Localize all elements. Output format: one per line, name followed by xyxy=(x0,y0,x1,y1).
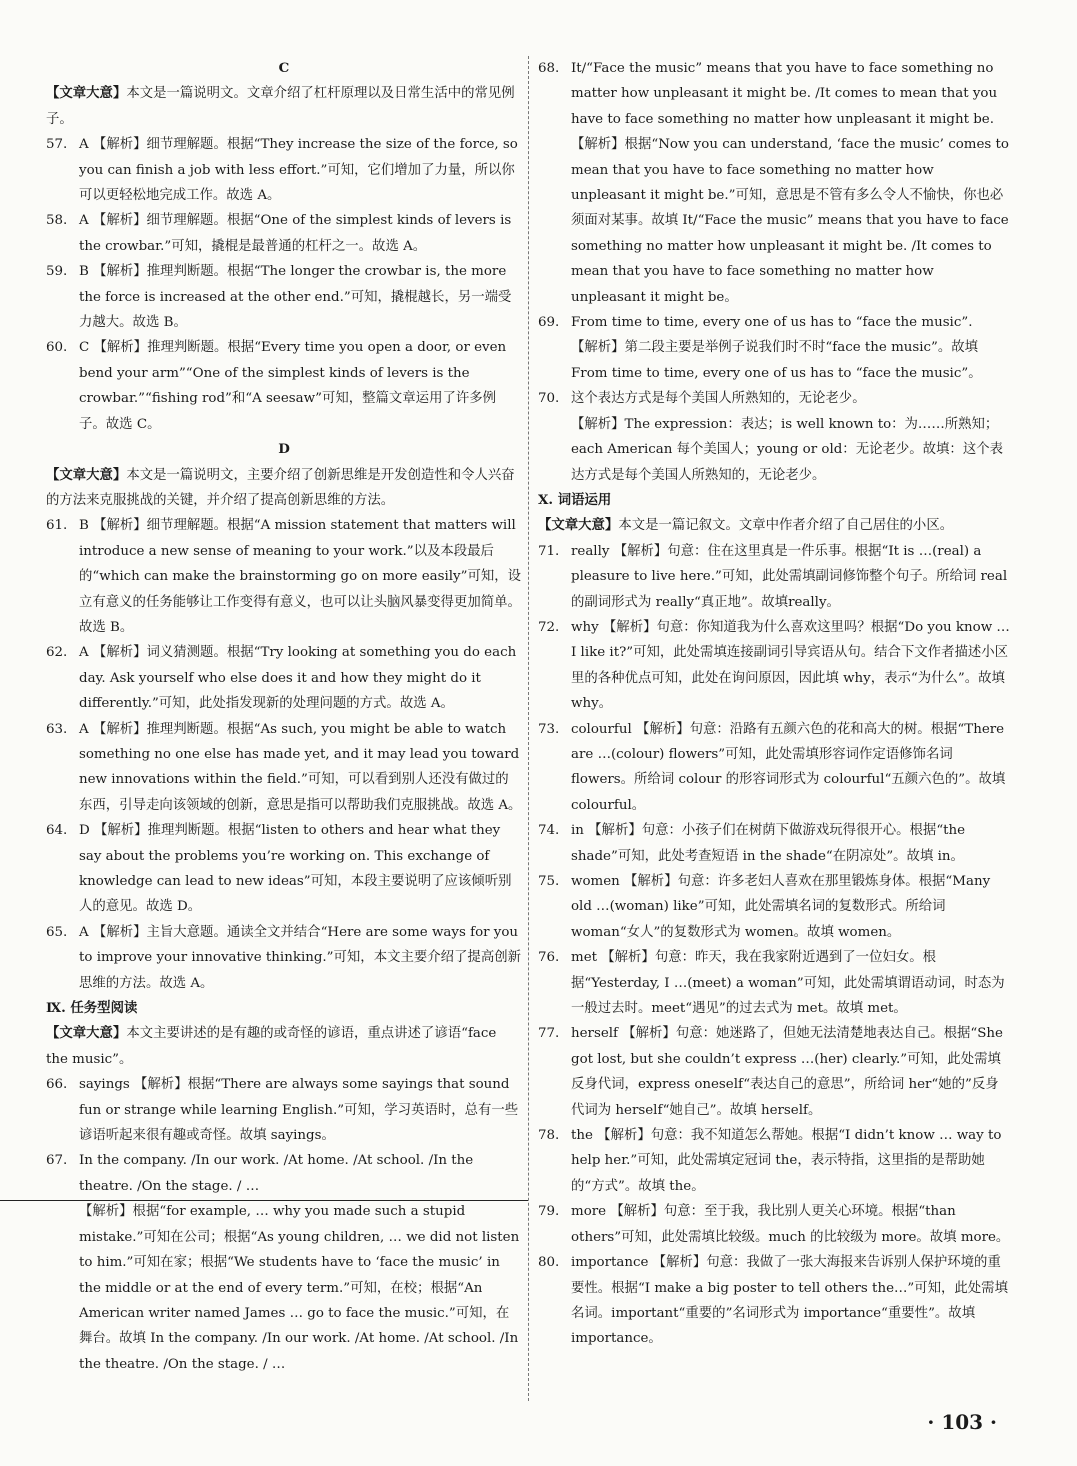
question-number: 75. xyxy=(538,874,560,889)
section-heading-ix: Ⅸ. 任务型阅读 xyxy=(46,1000,138,1017)
page-number: · 103 · xyxy=(927,1410,997,1434)
summary-text: 本文主要讲述的是有趣的或奇怪的谚语，重点讲述了谚语“face the music”。 xyxy=(46,1026,497,1067)
right-column xyxy=(538,56,1010,1352)
question-number: 65. xyxy=(46,924,68,940)
summary-ix xyxy=(46,1021,522,1072)
answer-text: more 【解析】句意：至于我，我比别人更关心环境。根据“than others”可知，此处需填比较级。much 的比较级为 more。故填 more。 xyxy=(571,1204,1010,1245)
question-number: 62. xyxy=(46,645,68,661)
question-number: 70. xyxy=(538,391,560,407)
answer-text: the 【解析】句意：我不知道怎么帮她。根据“I didn’t know … way to help her.”可知，此处需填定冠词 the，表示特指，这里指的是帮助她的“方式”。故填 the。 xyxy=(571,1128,1002,1194)
answer-77 xyxy=(538,1021,1010,1123)
question-number: 61. xyxy=(46,518,68,534)
summary-text: 本文是一篇记叙文。文章中作者介绍了自己居住的小区。 xyxy=(618,518,954,534)
answer-text: 这个表达方式是每个美国人所熟知的，无论老少。 xyxy=(571,391,866,407)
summary-label: 【文章大意】 xyxy=(46,1025,127,1042)
answer-text: A 【解析】细节理解题。根据“One of the simplest kinds of levers is the crowbar.”可知，撬棍是最普通的杠杆之一。故选 A。 xyxy=(79,213,512,254)
answer-text: In the company. /In our work. /At home. /At school. /In the theatre. /On the stage. / … xyxy=(79,1153,474,1194)
answer-61 xyxy=(46,513,522,640)
answer-63 xyxy=(46,717,522,819)
explanation-67: 【解析】根据“for example, … why you made such a stupid mistake.”可知在公司；根据“As young children, … we did not listen to him.”可知在家；根据“We students have to ‘face the music’ in the middle or at the end of every term.”可知，在校；根据“An American writer named James … go to face the music.”可知，在舞台。故填 In the company. /In our work. /At home. /At school. /In the theatre. /On the stage. / … xyxy=(79,1204,520,1372)
left-column xyxy=(46,56,522,1377)
answer-68 xyxy=(538,56,1010,132)
answer-66 xyxy=(46,1072,522,1148)
answer-64 xyxy=(46,818,522,920)
question-number: 66. xyxy=(46,1077,68,1093)
answer-text: C 【解析】推理判断题。根据“Every time you open a door, or even bend your arm”“One of the simplest kinds of levers is the crowbar.”“fishing rod”和“A seesaw”可知，整篇文章运用了许多例子。故选 C。 xyxy=(79,340,507,432)
answer-text: A 【解析】细节理解题。根据“They increase the size of the force, so you can finish a job with less effort.”可知，它们增加了力量，所以你可以更轻松地完成工作。故选 A。 xyxy=(79,137,518,204)
question-number: 72. xyxy=(538,619,560,635)
answer-74 xyxy=(538,818,1010,869)
question-number: 79. xyxy=(538,1204,560,1220)
answer-text: A 【解析】推理判断题。根据“As such, you might be able to watch something no one else has made yet, and it may lead you toward new innovations within the field.”可知，可以看到别人还没有做过的东西，引导走向该领域的创新，意思是指可以帮助我们克服挑战。故选 A。 xyxy=(79,721,522,813)
summary-label: 【文章大意】 xyxy=(538,517,619,534)
answer-75 xyxy=(538,869,1010,945)
summary-c xyxy=(46,81,522,132)
answer-59 xyxy=(46,259,522,335)
answer-58 xyxy=(46,208,522,259)
answer-text: women 【解析】句意：许多老妇人喜欢在那里锻炼身体。根据“Many old …(woman) like”可知，此处需填名词的复数形式。所给词 woman“女人”的复数形式为 women。故填 women。 xyxy=(571,874,991,940)
question-number: 64. xyxy=(46,823,68,839)
answer-67 xyxy=(46,1148,522,1199)
summary-label: 【文章大意】 xyxy=(46,85,127,102)
answer-78 xyxy=(538,1123,1010,1199)
question-number: 58. xyxy=(46,213,68,229)
answer-70 xyxy=(538,386,1010,411)
section-heading-c: C xyxy=(278,60,290,76)
summary-text: 本文是一篇说明文，主要介绍了创新思维是开发创造性和令人兴奋的方法来克服挑战的关键，并介绍了提高创新思维的方法。 xyxy=(46,467,515,508)
summary-label: 【文章大意】 xyxy=(46,466,127,483)
answer-text: why 【解析】句意：你知道我为什么喜欢这里吗？根据“Do you know … I like it?”可知，此处需填连接副词引导宾语从句。结合下文作者描述小区里的各种优点可知，此处在询问原因，因此填 why，表示“为什么”。故填 why。 xyxy=(571,619,1010,712)
answer-text: B 【解析】推理判断题。根据“The longer the crowbar is, the more the force is increased at the other end.”可知，撬棍越长，另一端受力越大。故选 B。 xyxy=(79,264,512,331)
question-number: 73. xyxy=(538,721,560,737)
question-number: 67. xyxy=(46,1153,68,1169)
answer-72 xyxy=(538,615,1010,717)
answer-62 xyxy=(46,640,522,716)
answer-text: From time to time, every one of us has to “face the music”. xyxy=(571,315,973,331)
answer-text: in 【解析】句意：小孩子们在树荫下做游戏玩得很开心。根据“the shade”可知，此处考查短语 in the shade“在阴凉处”。故填 in。 xyxy=(571,823,966,864)
question-number: 77. xyxy=(538,1026,560,1042)
answer-69 xyxy=(538,310,1010,335)
summary-x xyxy=(538,513,1010,538)
answer-60 xyxy=(46,335,522,437)
question-number: 59. xyxy=(46,264,68,280)
answer-text: colourful 【解析】句意：沿路有五颜六色的花和高大的树。根据“There are …(colour) flowers”可知，此处需填形容词作定语修饰名词 flowers。所给词 colour 的形容词形式为 colourful“五颜六色的”。故填 colourful。 xyxy=(571,721,1006,813)
answer-text: met 【解析】句意：昨天，我在我家附近遇到了一位妇女。根据“Yesterday, I …(meet) a woman”可知，此处需填谓语动词，时态为一般过去时。meet“遇见”的过去式为 met。故填 met。 xyxy=(571,950,1005,1017)
answer-71 xyxy=(538,539,1010,615)
question-number: 57. xyxy=(46,137,68,153)
summary-d xyxy=(46,463,522,514)
question-number: 69. xyxy=(538,315,560,331)
answer-65 xyxy=(46,920,522,996)
question-number: 60. xyxy=(46,340,68,356)
question-number: 74. xyxy=(538,823,560,839)
answer-text: herself 【解析】句意：她迷路了，但她无法清楚地表达自己。根据“She got lost, but she couldn’t express …(her) clearly.”可知，此处需填反身代词，express oneself“表达自己的意思”，所给词 her“她的”反身代词为 herself“她自己”。故填 herself。 xyxy=(571,1026,1003,1118)
explanation-70: 【解析】The expression：表达；is well known to：为……所熟知；each American 每个美国人；young or old：无论老少。故填：这个表达方式是每个美国人所熟知的，无论老少。 xyxy=(571,416,1003,483)
explanation-68: 【解析】根据“Now you can understand, ‘face the music’ comes to mean that you have to face something no matter how unpleasant it might be.”可知，意思是不管有多么令人不愉快，你也必须面对某事。故填 It/“Face the music” means that you have to face something no matter how unpleasant it might be. /It comes to mean that you have to face something no matter how unpleasant it might be。 xyxy=(571,137,1009,305)
question-number: 78. xyxy=(538,1128,560,1144)
question-number: 63. xyxy=(46,721,68,737)
answer-text: importance 【解析】句意：我做了一张大海报来告诉别人保护环境的重要性。根据“I make a big poster to tell others the…”可知，此处需填名词。important“重要的”名词形式为 importance“重要性”。故填 importance。 xyxy=(571,1255,1008,1347)
answer-text: A 【解析】主旨大意题。通读全文并结合“Here are some ways for you to improve your innovative thinking.”可知，本文主要介绍了提高创新思维的方法。故选 A。 xyxy=(79,924,521,991)
answer-text: D 【解析】推理判断题。根据“listen to others and hear what they say about the problems you’re working on. This exchange of knowledge can lead to new ideas”可知，本段主要说明了应该倾听别人的意见。故选 D。 xyxy=(79,823,512,915)
answer-73 xyxy=(538,717,1010,819)
answer-text: A 【解析】词义猜测题。根据“Try looking at something you do each day. Ask yourself who else does it and how they might do it differently.”可知，此处指发现新的处理问题的方式。故选 A。 xyxy=(79,645,517,712)
summary-text: 本文是一篇说明文。文章介绍了杠杆原理以及日常生活中的常见例子。 xyxy=(46,86,515,127)
answer-text: sayings 【解析】根据“There are always some sayings that sound fun or strange while learning English.”可知，学习英语时，总有一些谚语听起来很有趣或奇怪。故填 sayings。 xyxy=(79,1077,519,1144)
question-number: 68. xyxy=(538,61,560,76)
question-number: 71. xyxy=(538,543,560,559)
column-divider xyxy=(528,56,529,1401)
question-number: 76. xyxy=(538,950,560,966)
question-number: 80. xyxy=(538,1255,560,1271)
section-heading-d: D xyxy=(278,441,290,458)
section-heading-x: Ⅹ. 词语运用 xyxy=(538,491,612,508)
answer-text: It/“Face the music” means that you have to face something no matter how unpleasant it might be. /It comes to mean that you have to face something no matter how unpleasant it might be. xyxy=(571,61,998,127)
answer-57 xyxy=(46,132,522,208)
answer-text: really 【解析】句意：住在这里真是一件乐事。根据“It is …(real) a pleasure to live here.”可知，此处需填副词修饰整个句子。所给词 real 的副词形式为 really“真正地”。故填really。 xyxy=(571,543,1008,610)
answer-79 xyxy=(538,1199,1010,1250)
explanation-69: 【解析】第二段主要是举例子说我们时不时“face the music”。故填 From time to time, every one of us has to “face the music”。 xyxy=(571,340,982,381)
answer-80 xyxy=(538,1250,1010,1352)
answer-text: B 【解析】细节理解题。根据“A mission statement that matters will introduce a new sense of meaning to your work.”以及本段最后的“which can make the brainstorming go on more easily”可知，设立有意义的任务能够让工作变得有意义，也可以让头脑风暴变得更加简单。故选 B。 xyxy=(79,518,522,635)
answer-76 xyxy=(538,945,1010,1021)
